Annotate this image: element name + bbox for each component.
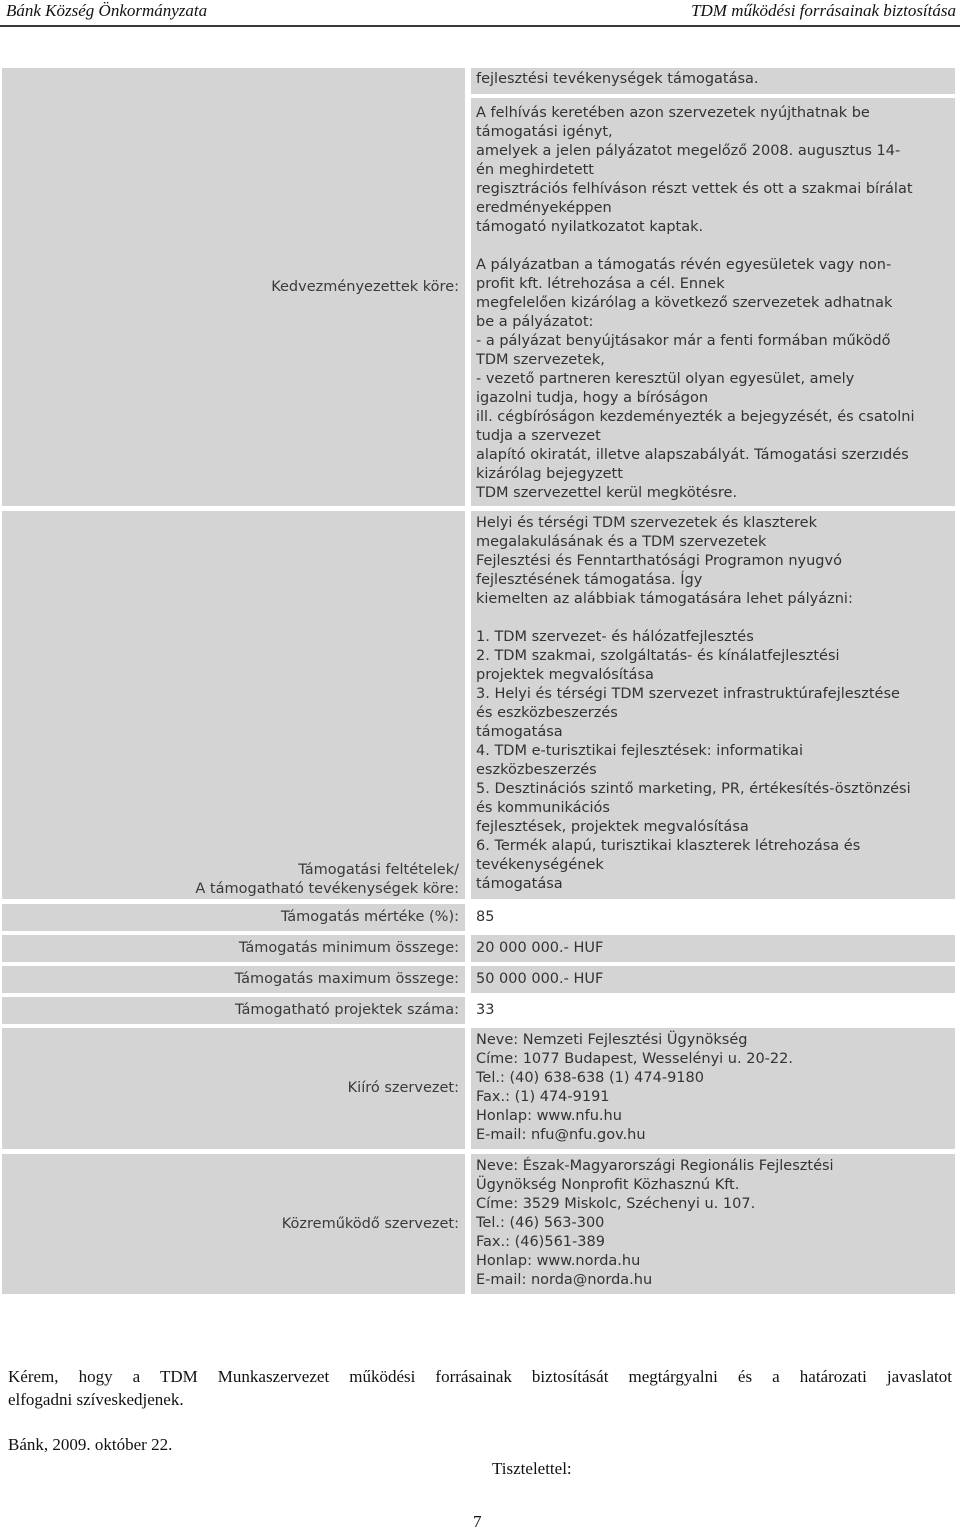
text-line: igazolni tudja, hogy a bíróságon bbox=[476, 390, 709, 406]
text-line: A pályázatban a támogatás révén egyesületek vagy non- bbox=[476, 257, 892, 273]
value-merteke bbox=[471, 904, 955, 931]
page-header bbox=[0, 0, 960, 26]
text-line: és kommunikációs bbox=[476, 800, 610, 816]
text-line bbox=[476, 609, 955, 628]
value-minimum bbox=[471, 935, 955, 962]
value-kedvezmenyezettek bbox=[471, 98, 955, 506]
text-line: 1. TDM szervezet- és hálózatfejlesztés bbox=[476, 629, 754, 645]
label-feltetelek bbox=[2, 511, 465, 899]
text-line: projektek megvalósítása bbox=[476, 667, 654, 683]
text-line: Fax.: (46)561-389 bbox=[476, 1234, 605, 1250]
text-line: profit kft. létrehozása a cél. Ennek bbox=[476, 276, 725, 292]
text-line: támogató nyilatkozatot kaptak. bbox=[476, 219, 704, 235]
request-paragraph-line2: elfogadni szíveskedjenek. bbox=[8, 1390, 184, 1409]
label-kedvezmenyezettek bbox=[2, 68, 465, 506]
text-line: be a pályázatot: bbox=[476, 314, 594, 330]
header-divider bbox=[0, 25, 960, 27]
text-line: 3. Helyi és térségi TDM szervezet infrastruktúrafejlesztése bbox=[476, 686, 900, 702]
text-line: alapító okiratát, illetve alapszabályát. Támogatási szerzıdés bbox=[476, 447, 909, 463]
label-merteke-text: Támogatás mértéke (%): bbox=[280, 909, 459, 925]
text-line: Fejlesztési és Fenntarthatósági Programon nyugvó bbox=[476, 553, 842, 569]
label-kiiro-text: Kiíró szervezet: bbox=[347, 1080, 459, 1096]
label-minimum bbox=[2, 935, 465, 962]
text-line: TDM szervezetek, bbox=[476, 352, 605, 368]
label-kiiro bbox=[2, 1028, 465, 1149]
text-line: és eszközbeszerzés bbox=[476, 705, 618, 721]
text-line: E-mail: norda@norda.hu bbox=[476, 1272, 653, 1288]
text-line: Helyi és térségi TDM szervezetek és klaszterek bbox=[476, 515, 818, 531]
value-maximum-text: 50 000 000.- HUF bbox=[476, 971, 604, 987]
text-line: fejlesztésének támogatása. Így bbox=[476, 572, 703, 588]
label-projektek-text: Támogatható projektek száma: bbox=[235, 1002, 459, 1018]
text-line: ill. cégbíróságon kezdeményezték a bejegyzését, és csatolni bbox=[476, 409, 915, 425]
text-line: E-mail: nfu@nfu.gov.hu bbox=[476, 1127, 646, 1143]
text-line: regisztrációs felhíváson részt vettek és ott a szakmai bírálat bbox=[476, 181, 913, 197]
text-line: Neve: Észak-Magyarországi Regionális Fejlesztési bbox=[476, 1158, 834, 1174]
value-top-line: fejlesztési tevékenységek támogatása. bbox=[476, 71, 759, 87]
value-kozremukodo bbox=[471, 1154, 955, 1294]
text-line: 2. TDM szakmai, szolgáltatás- és kínálatfejlesztési bbox=[476, 648, 840, 664]
text-line: Tel.: (40) 638-638 (1) 474-9180 bbox=[476, 1070, 704, 1086]
text-line: Neve: Nemzeti Fejlesztési Ügynökség bbox=[476, 1032, 748, 1048]
text-line: Címe: 1077 Budapest, Wesselényi u. 20-22. bbox=[476, 1051, 793, 1067]
value-merteke-text: 85 bbox=[476, 909, 495, 925]
text-line: 6. Termék alapú, turisztikai klaszterek létrehozása és bbox=[476, 838, 861, 854]
text-line: eredményeképpen bbox=[476, 200, 612, 216]
value-kiiro bbox=[471, 1028, 955, 1149]
text-line: megalakulásának és a TDM szervezetek bbox=[476, 534, 767, 550]
text-line bbox=[476, 237, 955, 256]
label-feltetelek-line1: Támogatási feltételek/ bbox=[298, 862, 459, 878]
text-line: megfelelően kizárólag a következő szervezetek adhatnak bbox=[476, 295, 893, 311]
text-line: támogatási igényt, bbox=[476, 124, 613, 140]
text-line: Ügynökség Nonprofit Közhasznú Kft. bbox=[476, 1177, 740, 1193]
value-projektek-text: 33 bbox=[476, 1002, 495, 1018]
text-line: Címe: 3529 Miskolc, Széchenyi u. 107. bbox=[476, 1196, 756, 1212]
value-projektek bbox=[471, 997, 955, 1024]
request-paragraph-line1: Kérem, hogy a TDM Munkaszervezet működési forrásainak biztosítását megtárgyalni és a határozati javaslatot bbox=[8, 1367, 952, 1386]
text-line: eszközbeszerzés bbox=[476, 762, 597, 778]
text-line: én meghirdetett bbox=[476, 162, 594, 178]
text-line: támogatása bbox=[476, 876, 563, 892]
page-number: 7 bbox=[473, 1512, 482, 1531]
text-line: Honlap: www.norda.hu bbox=[476, 1253, 641, 1269]
label-kozremukodo-text: Közreműködő szervezet: bbox=[281, 1215, 459, 1232]
text-line: tevékenységének bbox=[476, 857, 604, 873]
label-merteke bbox=[2, 904, 465, 931]
text-line: kizárólag bejegyzett bbox=[476, 466, 623, 482]
label-maximum-text: Támogatás maximum összege: bbox=[234, 971, 459, 987]
text-line: - vezető partneren keresztül olyan egyesület, amely bbox=[476, 371, 855, 387]
label-feltetelek-line2: A támogatható tevékenységek köre: bbox=[195, 881, 459, 897]
text-line: támogatása bbox=[476, 724, 563, 740]
value-minimum-text: 20 000 000.- HUF bbox=[476, 940, 604, 956]
text-line: TDM szervezettel kerül megkötésre. bbox=[476, 485, 738, 501]
value-feltetelek bbox=[471, 511, 955, 899]
date-line: Bánk, 2009. október 22. bbox=[8, 1435, 173, 1454]
text-line: fejlesztések, projektek megvalósítása bbox=[476, 819, 749, 835]
label-kozremukodo bbox=[2, 1154, 465, 1294]
text-line: tudja a szervezet bbox=[476, 428, 601, 444]
text-line: kiemelten az alábbiak támogatására lehet pályázni: bbox=[476, 591, 853, 607]
header-right: TDM működési forrásainak biztosítása bbox=[691, 1, 956, 20]
label-projektek bbox=[2, 997, 465, 1024]
label-minimum-text: Támogatás minimum összege: bbox=[238, 940, 459, 956]
text-line: Fax.: (1) 474-9191 bbox=[476, 1089, 610, 1105]
text-line: Honlap: www.nfu.hu bbox=[476, 1108, 622, 1124]
text-line: 4. TDM e-turisztikai fejlesztések: informatikai bbox=[476, 743, 803, 759]
label-kedvezmenyezettek-text: Kedvezményezettek köre: bbox=[271, 278, 459, 295]
text-line: - a pályázat benyújtásakor már a fenti formában működő bbox=[476, 333, 891, 349]
value-top bbox=[471, 68, 955, 94]
value-maximum bbox=[471, 966, 955, 993]
text-line: 5. Desztinációs szintő marketing, PR, értékesítés-ösztönzési bbox=[476, 781, 911, 797]
text-line: A felhívás keretében azon szervezetek nyújthatnak be bbox=[476, 105, 870, 121]
text-line: amelyek a jelen pályázatot megelőző 2008. augusztus 14- bbox=[476, 143, 901, 159]
text-line: Tel.: (46) 563-300 bbox=[476, 1215, 605, 1231]
header-left: Bánk Község Önkormányzata bbox=[6, 1, 208, 20]
label-maximum bbox=[2, 966, 465, 993]
closing-line: Tisztelettel: bbox=[492, 1459, 572, 1478]
